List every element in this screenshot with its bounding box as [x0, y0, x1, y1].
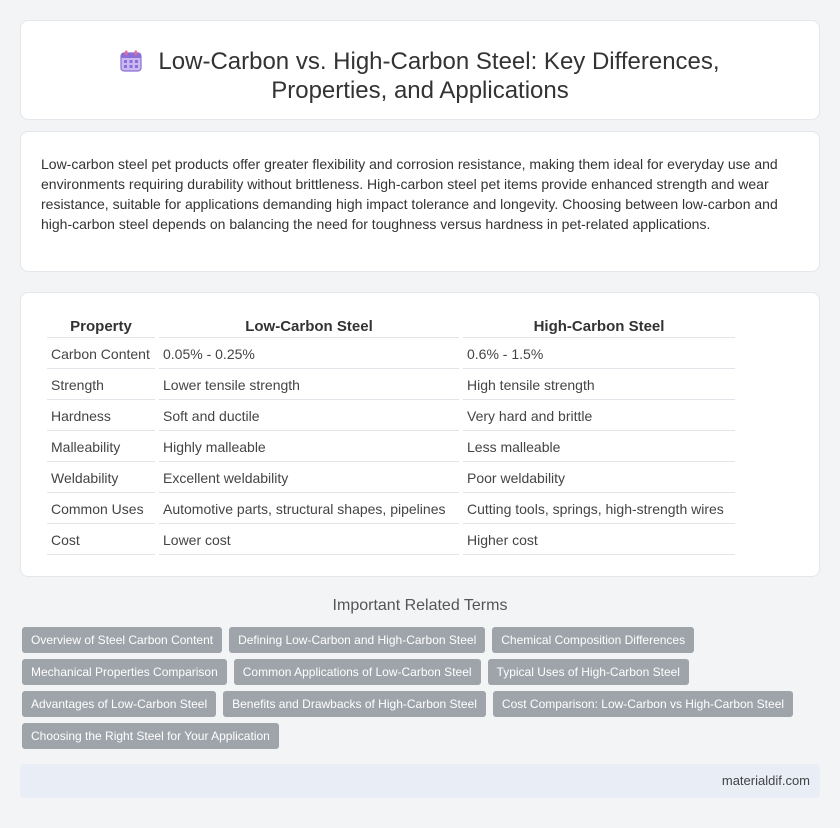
related-terms-heading: Important Related Terms	[332, 597, 508, 614]
cell-property: Carbon Content	[47, 340, 155, 369]
table-row	[47, 495, 735, 524]
tag-row	[22, 627, 822, 653]
intro-card	[20, 131, 820, 272]
comparison-table	[43, 312, 739, 557]
page-title	[21, 47, 819, 105]
tag-row	[22, 723, 822, 749]
footer	[20, 764, 820, 798]
cell-low-carbon: Highly malleable	[159, 433, 459, 462]
comparison-table-card	[20, 292, 820, 577]
related-term-tag[interactable]: Cost Comparison: Low-Carbon vs High-Carbon Steel	[493, 691, 793, 717]
related-terms-list	[22, 627, 822, 755]
table-header-row	[47, 314, 735, 338]
intro-paragraph: Low-carbon steel pet products offer greater flexibility and corrosion resistance, making them ideal for everyday use and environments requiring durability without brittleness. High-carbon steel pet items provide enhanced strength and wear resistance, suitable for applications demanding high impact tolerance and longevity. Choosing between low-carbon and high-carbon steel depends on balancing the need for toughness versus hardness in pet-related applications.	[41, 156, 778, 232]
cell-high-carbon: Very hard and brittle	[463, 402, 735, 431]
related-term-tag[interactable]: Defining Low-Carbon and High-Carbon Steel	[229, 627, 485, 653]
cell-low-carbon: Lower cost	[159, 526, 459, 555]
header-low-carbon: Low-Carbon Steel	[159, 314, 459, 338]
related-term-tag[interactable]: Common Applications of Low-Carbon Steel	[234, 659, 481, 685]
related-term-tag[interactable]: Overview of Steel Carbon Content	[22, 627, 222, 653]
page-title-text: Low-Carbon vs. High-Carbon Steel: Key Differences, Properties, and Applications	[158, 48, 720, 104]
related-term-tag[interactable]: Benefits and Drawbacks of High-Carbon Steel	[223, 691, 486, 717]
related-term-tag[interactable]: Advantages of Low-Carbon Steel	[22, 691, 216, 717]
cell-property: Malleability	[47, 433, 155, 462]
calendar-icon	[120, 50, 142, 72]
table-row	[47, 526, 735, 555]
related-term-tag[interactable]: Mechanical Properties Comparison	[22, 659, 227, 685]
cell-low-carbon: Automotive parts, structural shapes, pipelines	[159, 495, 459, 524]
cell-high-carbon: High tensile strength	[463, 371, 735, 400]
tag-row	[22, 691, 822, 717]
title-wrap	[21, 47, 819, 105]
cell-high-carbon: Less malleable	[463, 433, 735, 462]
cell-low-carbon: Lower tensile strength	[159, 371, 459, 400]
footer-site-link[interactable]: materialdif.com	[721, 773, 810, 788]
cell-high-carbon: Higher cost	[463, 526, 735, 555]
cell-high-carbon: Poor weldability	[463, 464, 735, 493]
cell-property: Cost	[47, 526, 155, 555]
cell-property: Weldability	[47, 464, 155, 493]
table-row	[47, 340, 735, 369]
related-term-tag[interactable]: Chemical Composition Differences	[492, 627, 694, 653]
header-high-carbon: High-Carbon Steel	[463, 314, 735, 338]
cell-high-carbon: 0.6% - 1.5%	[463, 340, 735, 369]
related-term-tag[interactable]: Typical Uses of High-Carbon Steel	[488, 659, 689, 685]
cell-property: Common Uses	[47, 495, 155, 524]
table-row	[47, 402, 735, 431]
cell-property: Strength	[47, 371, 155, 400]
cell-high-carbon: Cutting tools, springs, high-strength wires	[463, 495, 735, 524]
table-row	[47, 371, 735, 400]
tag-row	[22, 659, 822, 685]
table-row	[47, 433, 735, 462]
cell-low-carbon: Soft and ductile	[159, 402, 459, 431]
cell-low-carbon: Excellent weldability	[159, 464, 459, 493]
related-term-tag[interactable]: Choosing the Right Steel for Your Application	[22, 723, 279, 749]
title-card	[20, 20, 820, 120]
header-property: Property	[47, 314, 155, 338]
cell-property: Hardness	[47, 402, 155, 431]
cell-low-carbon: 0.05% - 0.25%	[159, 340, 459, 369]
table-row	[47, 464, 735, 493]
